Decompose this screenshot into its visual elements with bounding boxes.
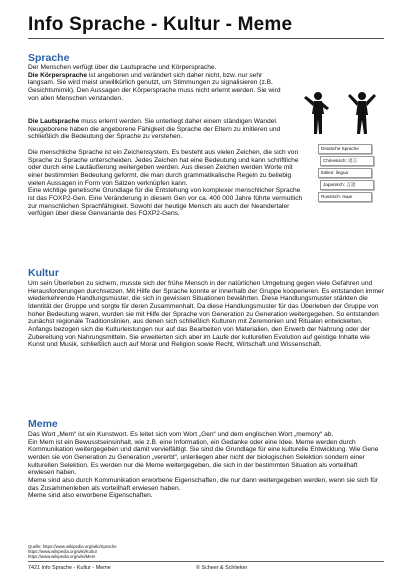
meme-p1: Das Wort „Mem“ ist ein Kunstwort. Es leitet sich vom Wort „Gen“ und dem englischen Wort „memory“ ab.: [28, 431, 334, 438]
meme-p4: Meme sind also erworbene Eigenschaften.: [28, 492, 153, 500]
kultur-body: [28, 280, 384, 349]
card-japanisch: Japanisch: 言語: [320, 180, 374, 190]
silhouettes-image: [296, 90, 384, 136]
sprache-intro: [28, 64, 290, 102]
meme-body: [28, 431, 384, 500]
sprache-zeichen: [28, 149, 308, 218]
sprache-p4: Die menschliche Sprache ist ein Zeichensystem. Es besteht aus vielen Zeichen, die sich von Sprache zu Sprache unterscheiden. Jedes Zeichen hat eine Bedeutung und kann schriftliche oder durch eine Lautäußerung weitergeben werden. Aus diesen Zeichen werden Worte mit einer bestimmten Bedeutung geformt, die man durch grammatikalische Regeln zu beliebig vielen Aussagen in Form von Sätzen verknüpfen kann.: [28, 149, 299, 187]
sprache-p2-bold: Die Körpersprache: [28, 71, 87, 79]
sprache-p2: [28, 72, 290, 103]
title-rule: [28, 38, 384, 39]
sprache-body: [28, 118, 290, 141]
footer-source-2: https://www.wikipedia.org/wiki/Kultur: [28, 549, 98, 554]
kultur-p2: Anfangs bezogen sich die Kulturleistungen nur auf das Bearbeiten von Materialien, den Erwerb der Nahrung oder der Zubereitung von Nahrungsmitteln. Sie erweiterten sich aber im Laufe der kulturellen Evolution auf geistige Inhalte wie Kunst und Musik, schließlich auch auf Moral und Religion sowie Recht, Wirtschaft und Wissenschaft.: [28, 325, 370, 349]
footer-source-1: Quelle: https://www.wikipedia.org/wiki/Sprache: [28, 544, 117, 549]
sprache-p2-rest: ist angeboren und verändert sich daher nicht, bzw. nur sehr langsam. Sie wird meist unwillkürlich genutzt, um Stimmungen zu signalisieren (z.B. Gesichtsmimik). Den Aussagen der Körpersprache muss nicht erlernt werden. Sie wird von allen Menschen verstanden.: [28, 71, 281, 102]
footer-rule: [28, 561, 384, 562]
card-russisch: Russisch: язык: [318, 192, 372, 202]
section-heading-meme: Meme: [28, 418, 58, 430]
sprache-p1: Der Menschen verfügt über die Lautsprache und Körpersprache.: [28, 64, 217, 71]
footer-copyright: © Scheer & Schlieker: [196, 565, 248, 571]
language-cards-image: [318, 144, 380, 214]
card-deutsch: Deutsche Sprache: [318, 144, 372, 154]
kultur-p1: Um sein Überleben zu sichern, musste sich der frühe Mensch in der natürlichen Umgebung gegen viele Gefahren und Herausforderungen durchsetzen. Mit Hilfe der Sprache konnte er innerhalb der Gruppe kooperieren. Es entstanden immer wiederkehrende Handlungsmuster, die sich in gewissen Situationen bewährten. Diese Handlungsmuster stärkten die Identität der Gruppe und sorgte für deren Zusammenhalt. Da diese Handlungsmuster für das Überleben der Gruppe von hoher Bedeutung waren, wurden sie mit Hilfe der Sprache von Generation zu Generation weitergegeben. So entstanden zunächst regionale Traditionslinien, aus denen sich schließlich Kulturen mit Zeremonien und Ritualen entwickelten.: [28, 280, 384, 326]
sprache-p3-bold: Die Lautsprache: [28, 118, 80, 125]
card-italien: Italien: lingua: [318, 168, 372, 178]
footer-sources: [28, 544, 117, 559]
card-chinesisch: Chinesisch: 语言: [320, 156, 374, 166]
footer-doc-id: 7421 Info Sprache - Kultur - Meme: [28, 565, 111, 571]
sprache-p3-rest: muss erlernt werden. Sie unterliegt daher einem ständigen Wandel. Neugeborene haben die angeborene Fähigkeit die Sprache der Eltern zu imitieren und schließlich die Bedeutung der Sprache zu verstehen.: [28, 118, 281, 141]
sprache-p5: Eine wichtige genetische Grundlage für die Entstehung von komplexer menschlicher Sprache ist das FOXP2-Gen. Eine Veränderung in diesem Gen vor ca. 400 000 Jahre führte vermutlich zur menschlichen Sprachfähigkeit. Sowohl der heutige Mensch als auch der Neandertaler verfügen über diese Genvariante des FOXP2-Gens.: [28, 187, 303, 218]
meme-p3: Meme sind also durch Kommunikation erworbene Eigenschaften, die nur dann weitergegeben werden, wenn sie sich für das Zusammenleben als vorteilhaft erwiesen haben.: [28, 476, 379, 492]
meme-p2: Ein Mem ist ein Bewusstseinsinhalt, wie z.B. eine Information, ein Gedanke oder eine Idee. Meme werden durch Kommunikation weitergegeben und damit vervielfältigt. Sie sind die Grundlage für eine kulturelle Entwicklung. Wie Gene werden sie von Generation zu Generation „vererbt“, unterliegen aber nicht der biologischen Selektion sondern einer kulturellen Selektion. Es werden nur die Meme weitergegeben, die sich in der bestimmten Situation als vorteilhaft erwiesen haben.: [28, 438, 379, 477]
section-heading-sprache: Sprache: [28, 52, 70, 64]
footer-source-3: https://www.wikipedia.org/wiki/Mem: [28, 554, 96, 559]
section-heading-kultur: Kultur: [28, 267, 59, 279]
page-title: Info Sprache - Kultur - Meme: [28, 14, 293, 35]
sprache-p3: [28, 118, 290, 141]
